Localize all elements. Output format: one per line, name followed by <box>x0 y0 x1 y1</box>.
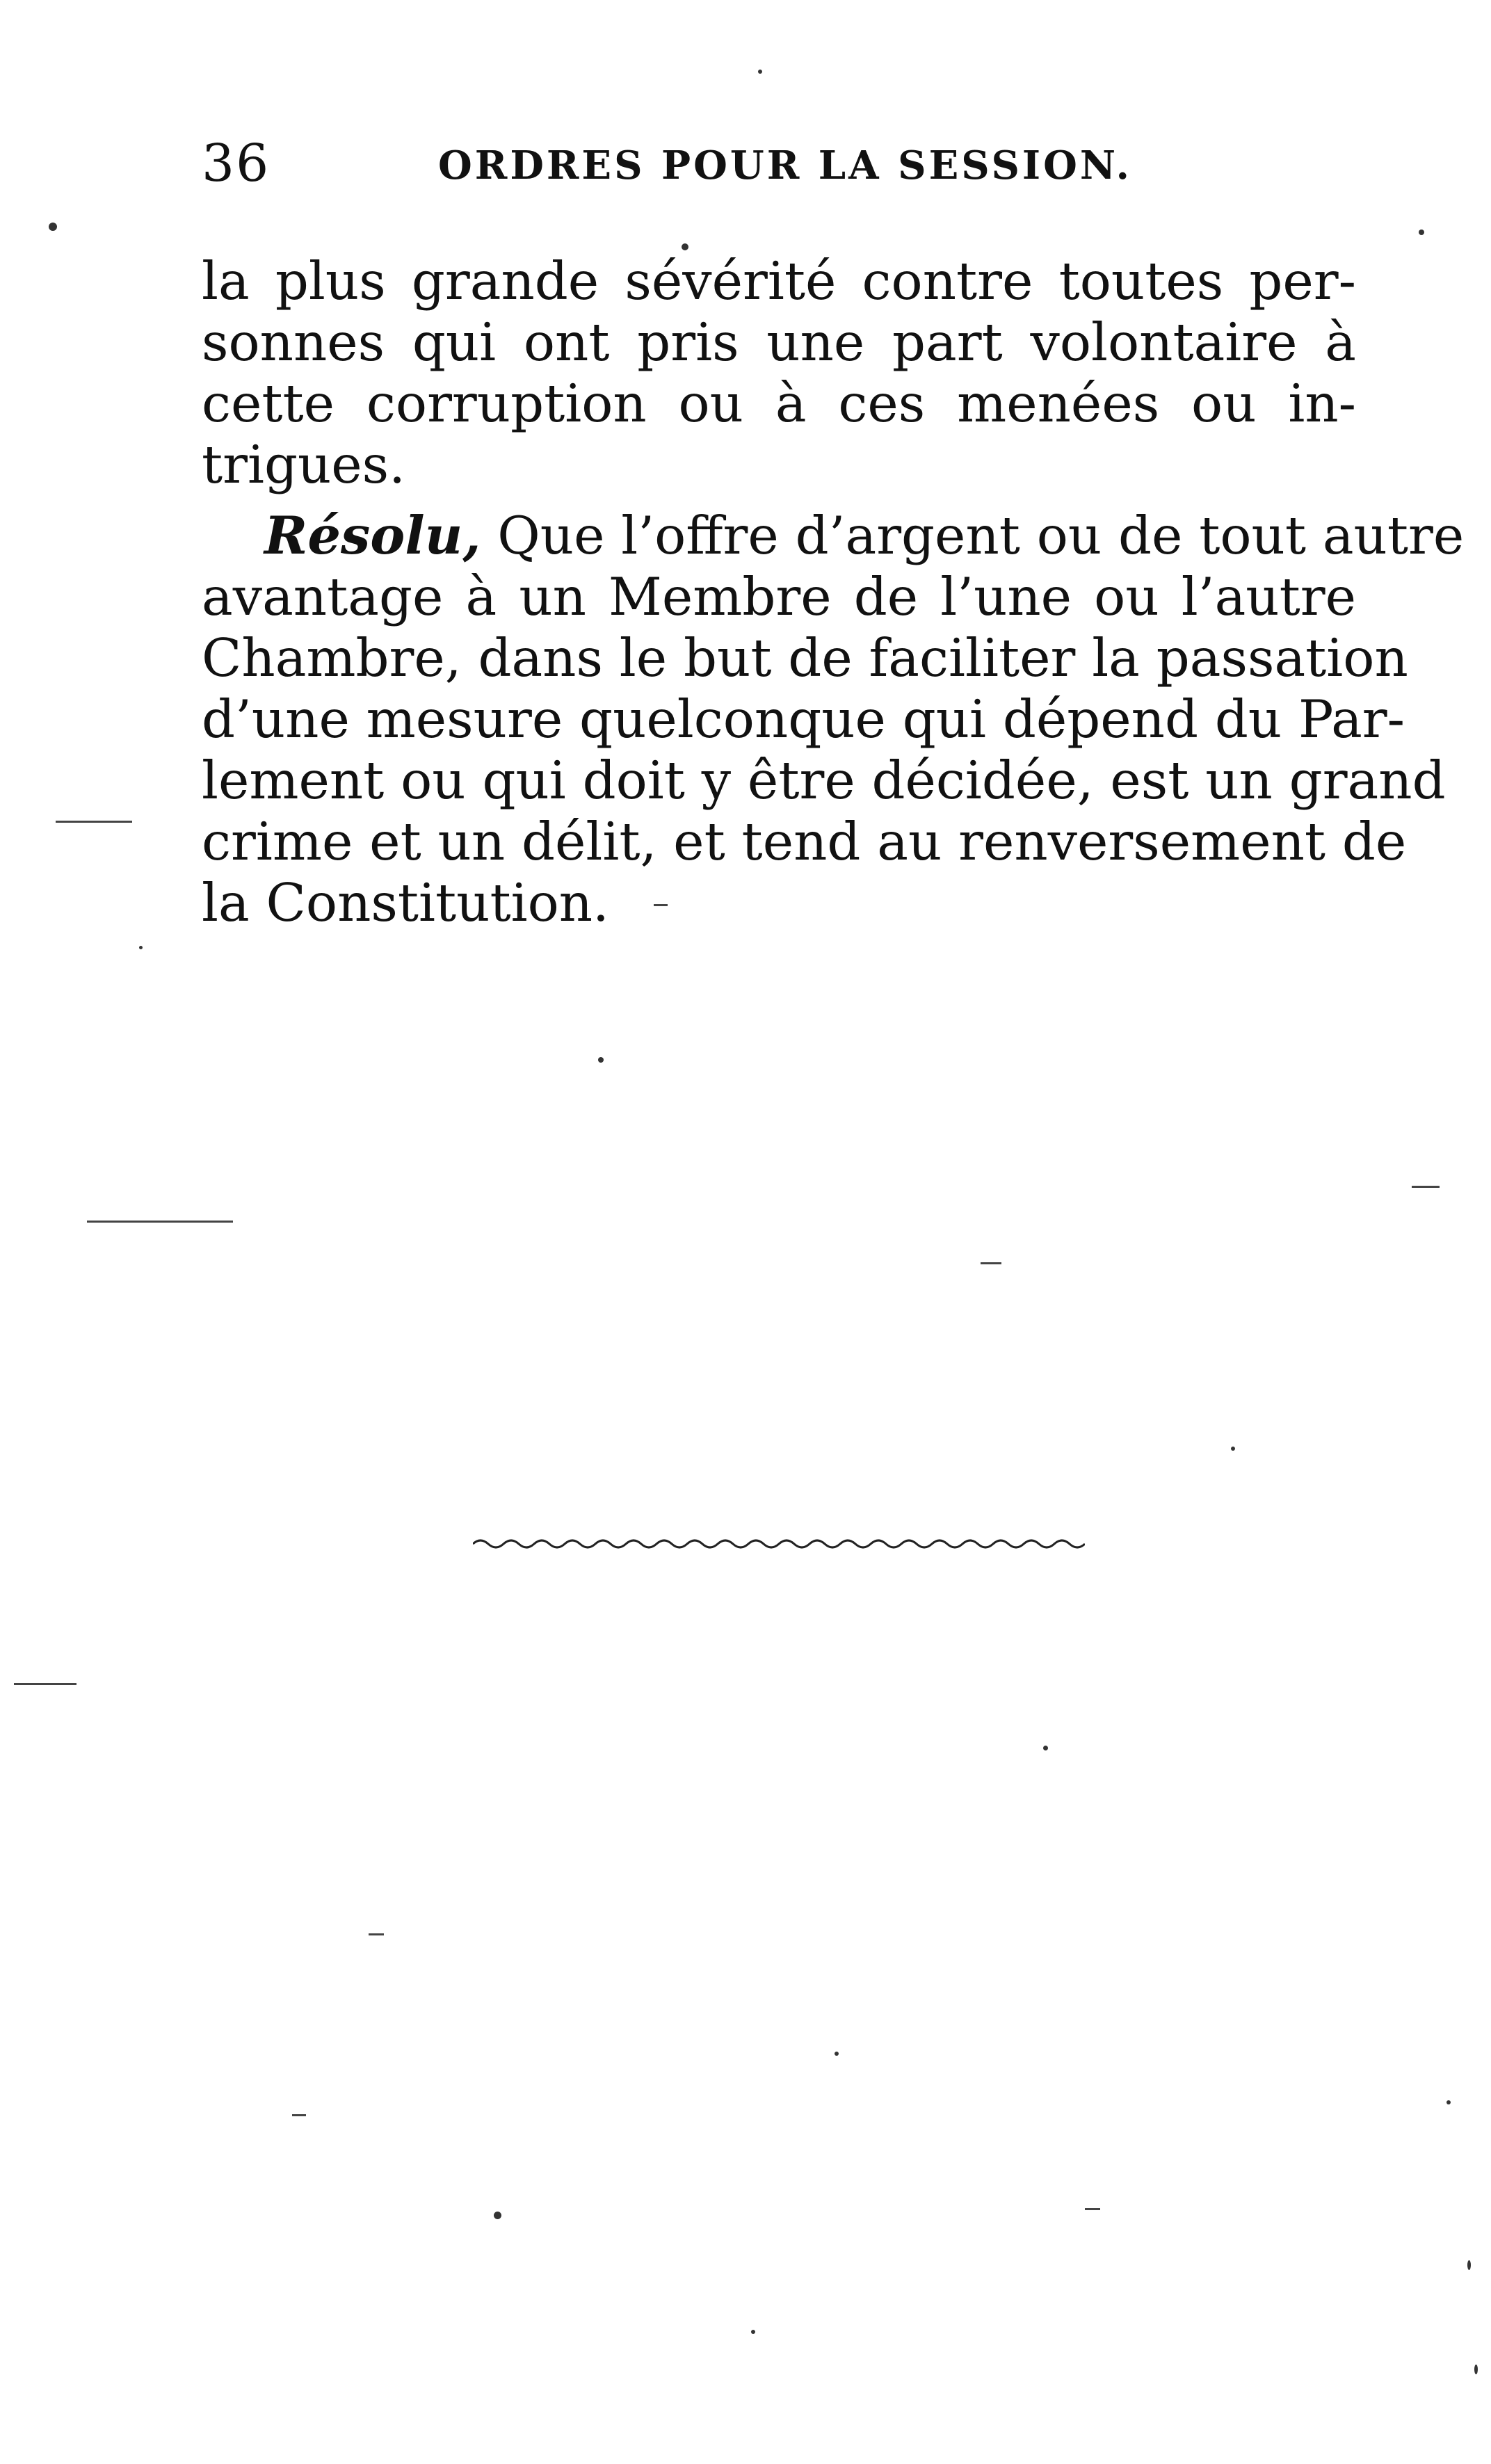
scan-speck <box>758 70 762 74</box>
scan-speck <box>139 946 143 949</box>
scan-dash <box>292 2114 306 2116</box>
page-number: 36 <box>202 134 271 193</box>
scan-dash <box>369 1933 384 1935</box>
scan-speck <box>835 2052 839 2056</box>
scan-speck <box>1467 2260 1471 2270</box>
text-line-lead <box>202 505 1465 566</box>
text-line: avantage à un Membre de l’une ou l’autre <box>202 566 1356 627</box>
scan-speck <box>494 2212 501 2219</box>
scan-speck <box>598 1057 604 1063</box>
paragraph-1 <box>202 250 1356 495</box>
scan-dash <box>1412 1186 1440 1188</box>
scan-speck <box>49 223 57 231</box>
scan-speck <box>1474 2365 1478 2374</box>
text-line: d’une mesure quelconque qui dépend du Par- <box>202 689 1405 750</box>
scan-speck <box>1043 1746 1048 1750</box>
lead-rest: Que l’offre d’argent ou de tout autre <box>481 505 1465 566</box>
text-line: trigues. <box>202 434 406 495</box>
text-line: cette corruption ou à ces menées ou in- <box>202 373 1356 434</box>
scan-speck <box>1419 230 1424 235</box>
text-line: lement ou qui doit y être décidée, est un grand <box>202 750 1446 811</box>
scan-speck <box>1446 2100 1451 2104</box>
scan-speck <box>1231 1447 1235 1451</box>
text-line: la Constitution. <box>202 872 609 933</box>
scan-dash <box>14 1683 76 1685</box>
scan-dash <box>654 904 668 906</box>
scan-speck <box>682 243 688 250</box>
text-line: Chambre, dans le but de faciliter la passation <box>202 627 1408 689</box>
scan-speck <box>751 2330 755 2334</box>
body-text <box>202 250 1465 933</box>
scan-dash <box>981 1262 1001 1264</box>
running-title: ORDRES POUR LA SESSION. <box>438 143 1132 188</box>
scan-dash <box>1085 2208 1100 2210</box>
resolution-keyword: Résolu, <box>264 505 481 566</box>
scan-dash <box>56 821 132 823</box>
text-line: sonnes qui ont pris une part volontaire à <box>202 312 1356 373</box>
text-line: crime et un délit, et tend au renversement de <box>202 811 1407 872</box>
scan-dash <box>87 1221 233 1223</box>
paragraph-2 <box>202 505 1465 933</box>
wavy-rule-ornament <box>473 1530 1085 1558</box>
running-head <box>202 132 1349 195</box>
text-line: la plus grande sévérité contre toutes per- <box>202 250 1356 312</box>
